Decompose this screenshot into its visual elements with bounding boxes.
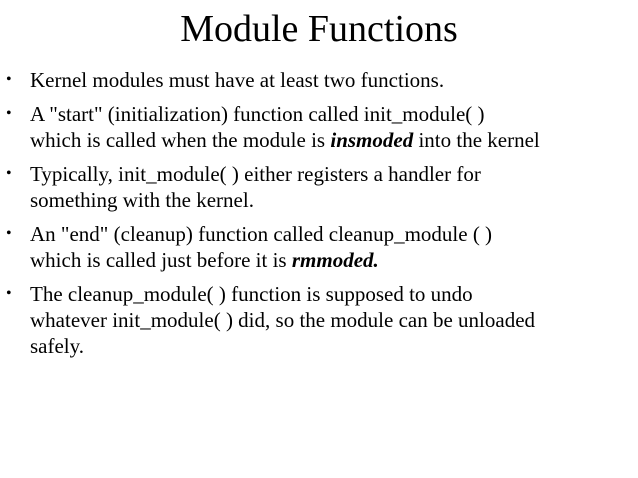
- bullet-text: Typically, init_module( ) either registers a handler for: [30, 162, 481, 186]
- emphasis-text: insmoded: [330, 128, 414, 152]
- bullet-icon: •: [6, 225, 12, 242]
- bullet-icon: •: [6, 105, 12, 122]
- bullet-item: [0, 67, 638, 93]
- bullet-text: which is called just before it is: [30, 248, 292, 272]
- bullet-text: safely.: [30, 334, 85, 358]
- bullet-text-line: [30, 247, 638, 273]
- bullet-item: [0, 161, 638, 213]
- emphasis-text: rmmoded.: [291, 248, 379, 272]
- bullet-icon: •: [6, 165, 12, 182]
- bullet-icon: •: [6, 71, 12, 88]
- bullet-text: into the kernel: [413, 128, 540, 152]
- bullet-text: The cleanup_module( ) function is supposed to undo: [30, 282, 473, 306]
- bullet-text: which is called when the module is: [30, 128, 331, 152]
- bullet-text: An "end" (cleanup) function called cleanup_module ( ): [30, 222, 493, 246]
- bullet-item: [0, 281, 638, 359]
- bullet-item: [0, 221, 638, 273]
- bullet-text: Kernel modules must have at least two functions.: [30, 68, 445, 92]
- bullet-text: something with the kernel.: [30, 188, 254, 212]
- bullet-item: [0, 101, 638, 153]
- slide-title: Module Functions: [180, 8, 458, 50]
- bullet-text-line: [30, 127, 638, 153]
- bullet-text: whatever init_module( ) did, so the module can be unloaded: [30, 308, 536, 332]
- bullet-text: A "start" (initialization) function called init_module( ): [30, 102, 485, 126]
- bullet-list: [0, 67, 638, 367]
- bullet-icon: •: [6, 285, 12, 302]
